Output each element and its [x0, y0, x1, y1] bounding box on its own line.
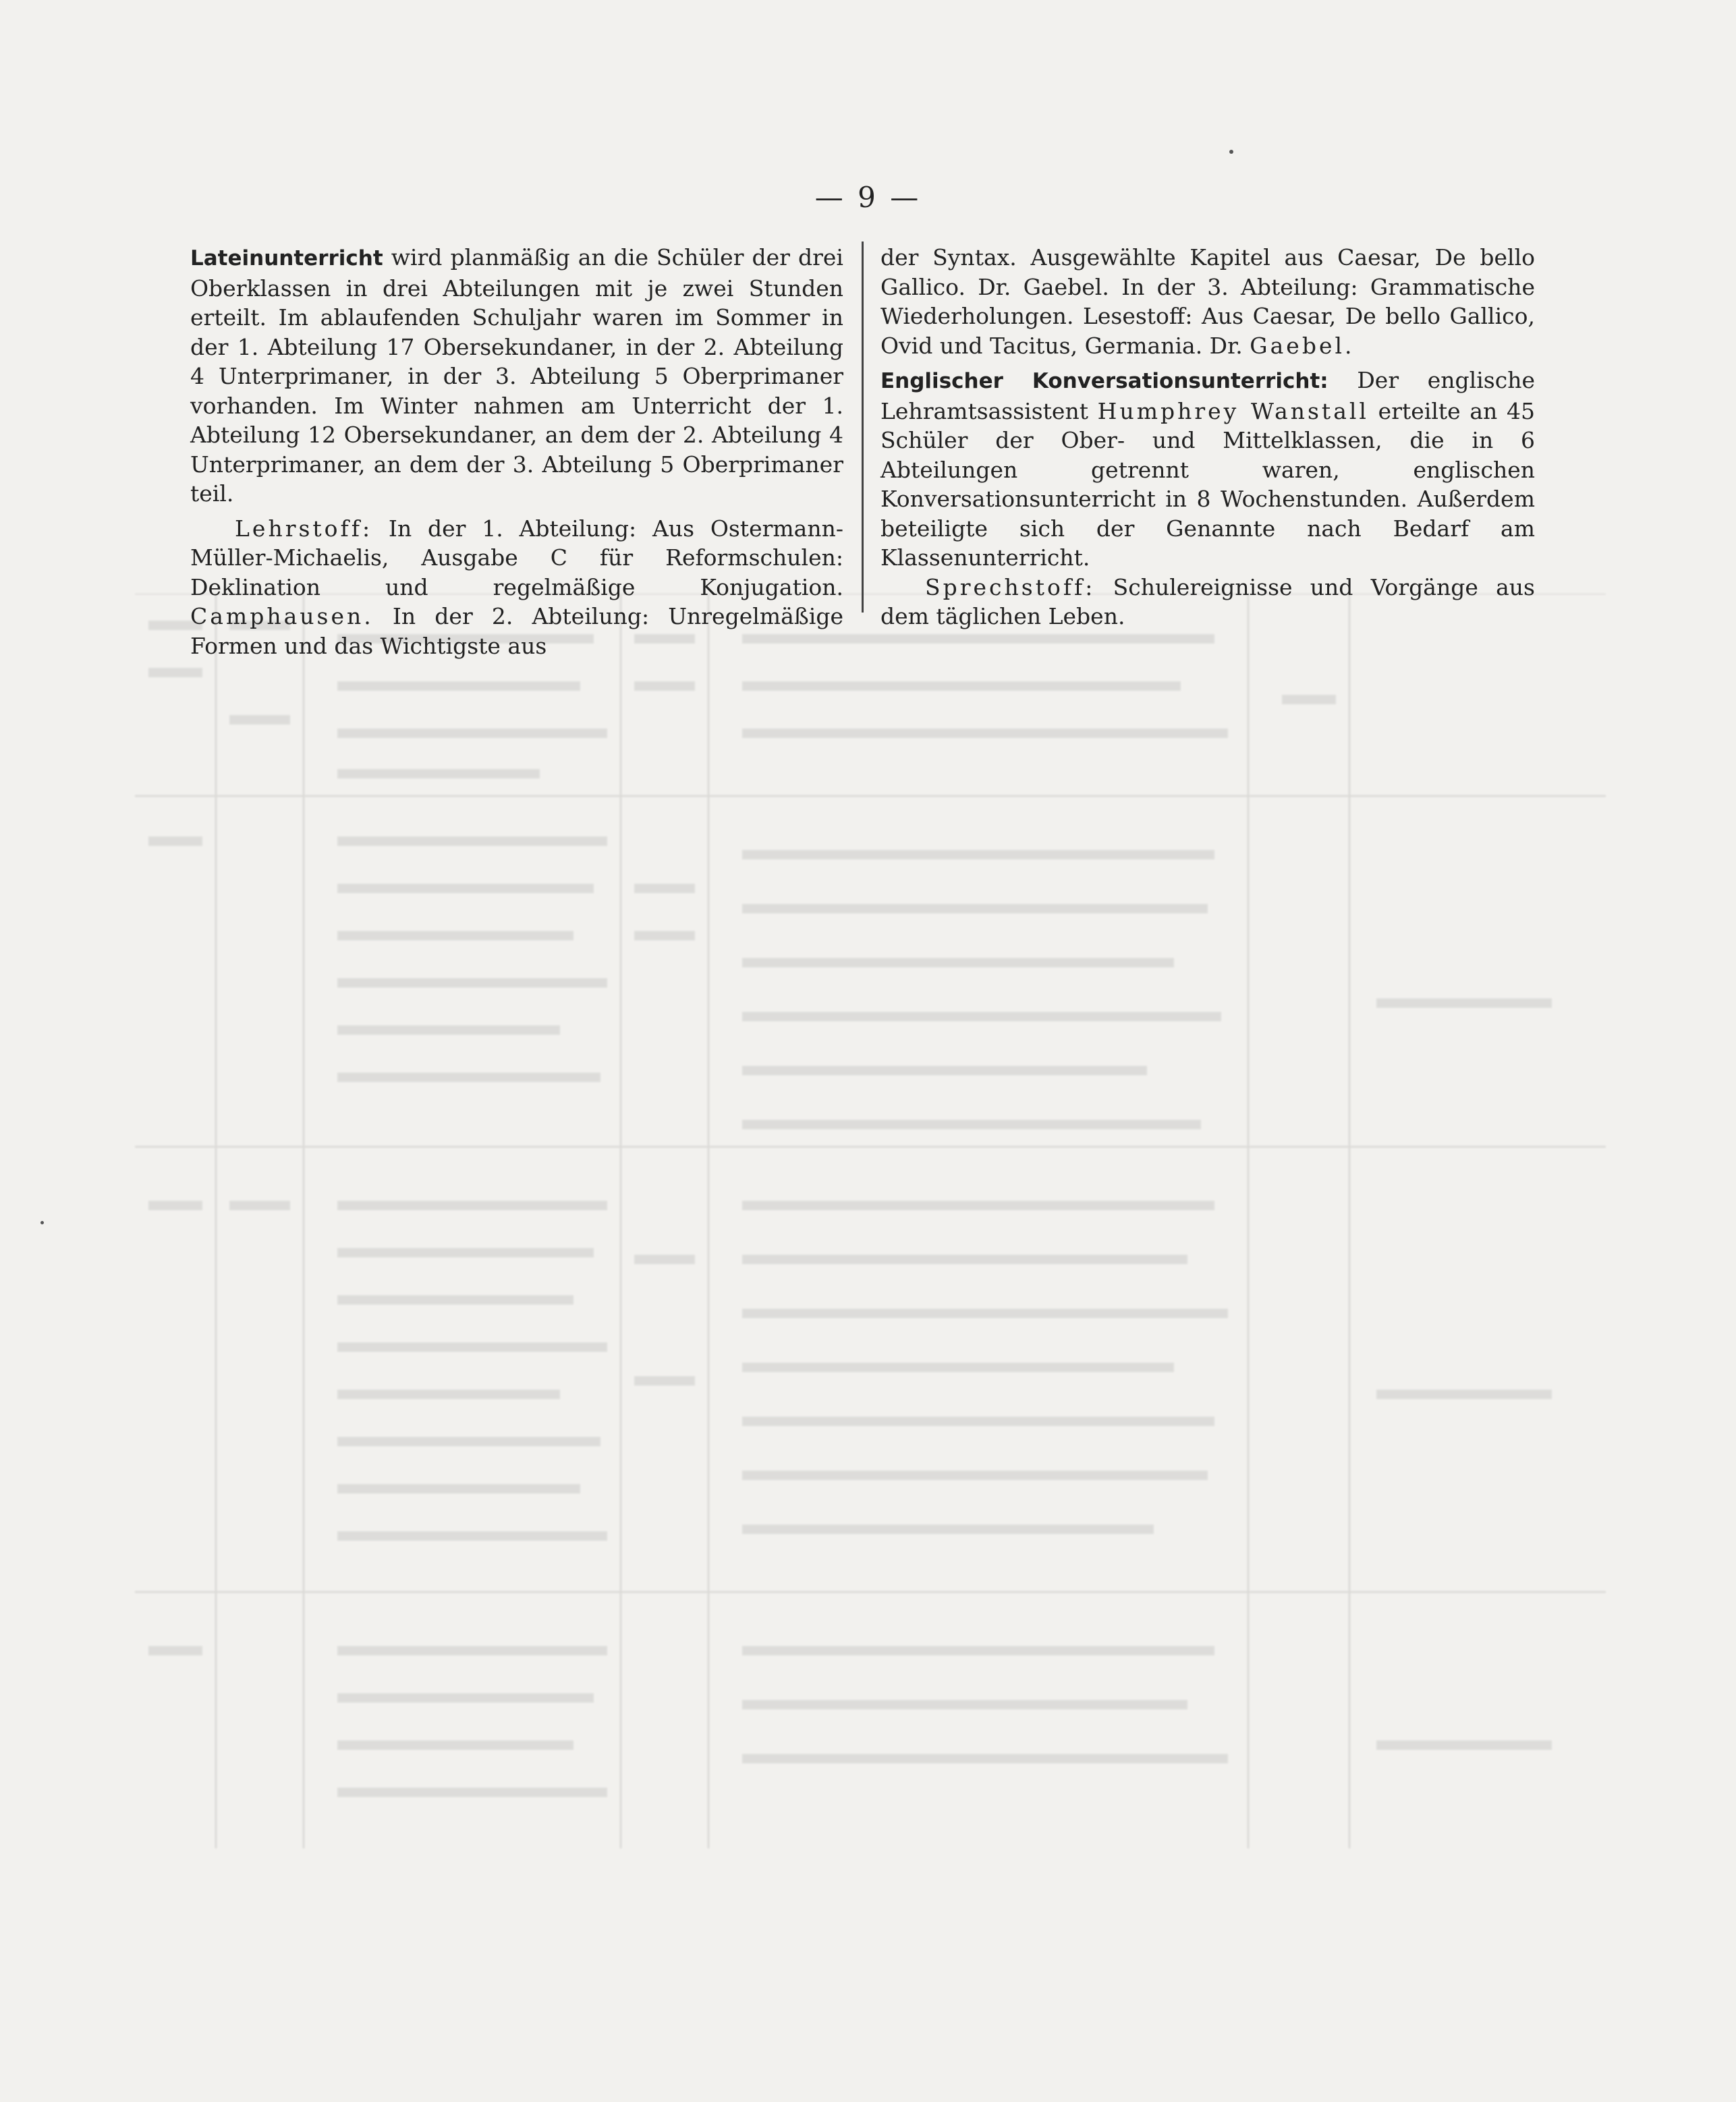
teacher-name-gaebel: Gaebel.	[1250, 332, 1355, 359]
assistant-name: Humphrey Wanstall	[1097, 397, 1369, 424]
page-number: — 9 —	[814, 181, 922, 214]
latin-text: wird planmäßig an die Schüler der drei Oberklassen in drei Abteilungen mit je zwei Stunden erteilt. Im ablaufenden Schuljahr waren im Sommer in der 1. Abteilung 17 Obersekundaner, in der 2. Abteilung 4 Unterprimaner, in der 3. Abteilung 5 Oberprimaner vorhanden. Im Winter nahmen am Unterricht der 1. Abteilung 12 Obersekundaner, an dem der 2. Abteilung 4 Unterprimaner, an dem der 3. Abteilung 5 Oberprimaner teil.	[190, 244, 843, 507]
english-paragraph	[880, 366, 1535, 573]
latin-continuation-paragraph	[880, 243, 1535, 360]
latin-lehrstoff-paragraph	[190, 514, 843, 661]
right-column	[880, 243, 1535, 631]
left-column	[190, 243, 843, 660]
scan-speck	[1229, 150, 1233, 154]
english-heading: Englischer Konversationsunterricht:	[880, 369, 1328, 393]
sprechstoff-text: Schulereignisse und Vorgänge aus dem täglichen Leben.	[880, 573, 1535, 629]
column-divider	[862, 242, 864, 613]
teacher-name-camphausen: Camphausen.	[190, 603, 374, 629]
english-text-2: erteilte an 45 Schüler der Ober- und Mittelklassen, die in 6 Abteilungen getrennt waren, englischen Konversationsunterricht in 8 Wochenstunden. Außerdem beteiligte sich der Genannte nach Bedarf am Klassenunterricht.	[880, 397, 1535, 571]
latin-heading: Lateinunterricht	[190, 246, 383, 271]
lehrstoff-label: Lehrstoff:	[235, 515, 373, 542]
english-text-1: Der englische Lehramtsassistent	[880, 367, 1535, 424]
lehrstoff-text-1: In der 1. Abteilung: Aus Ostermann-Müller-Michaelis, Ausgabe C für Reformschulen: Deklination und regelmäßige Konjugation.	[190, 515, 843, 600]
bleed-through-texture	[135, 594, 1606, 1848]
sprechstoff-paragraph	[880, 573, 1535, 631]
latin-continuation-text: der Syntax. Ausgewählte Kapitel aus Caesar, De bello Gallico. Dr. Gaebel. In der 3. Abteilung: Grammatische Wiederholungen. Lesestoff: Aus Caesar, De bello Gallico, Ovid und Tacitus, Germania. Dr.	[880, 244, 1535, 359]
latin-paragraph	[190, 243, 843, 509]
lehrstoff-text-2: In der 2. Abteilung: Unregelmäßige Formen und das Wichtigste aus	[190, 603, 843, 659]
scan-speck	[40, 1221, 44, 1224]
sprechstoff-label: Sprechstoff:	[925, 573, 1096, 600]
